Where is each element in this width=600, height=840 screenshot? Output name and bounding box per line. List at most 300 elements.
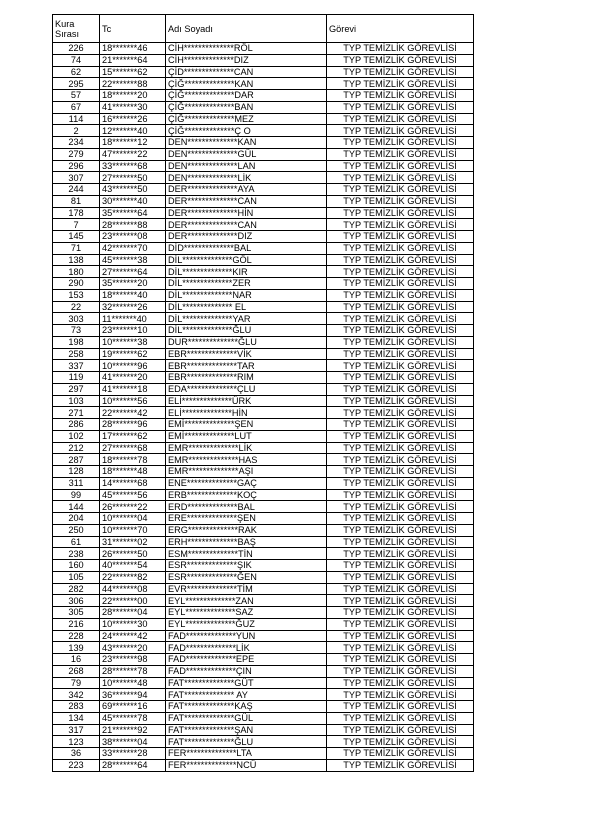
cell-tc: 10*******48 [100, 677, 166, 689]
cell-adi-soyadi: DER**************CAN [166, 219, 327, 231]
cell-adi-soyadi: FAT**************ŞAN [166, 724, 327, 736]
cell-gorevi: TYP TEMİZLİK GÖREVLİSİ [327, 137, 474, 149]
cell-tc: 40*******54 [100, 560, 166, 572]
table-row [53, 172, 474, 184]
cell-gorevi: TYP TEMİZLİK GÖREVLİSİ [327, 654, 474, 666]
table-row [53, 430, 474, 442]
cell-tc: 23*******10 [100, 325, 166, 337]
cell-gorevi: TYP TEMİZLİK GÖREVLİSİ [327, 160, 474, 172]
cell-gorevi: TYP TEMİZLİK GÖREVLİSİ [327, 289, 474, 301]
table-row [53, 336, 474, 348]
cell-tc: 22*******42 [100, 407, 166, 419]
cell-kura-sirasi: 306 [53, 595, 100, 607]
cell-adi-soyadi: ERG**************RAK [166, 524, 327, 536]
table-row [53, 395, 474, 407]
table-row [53, 560, 474, 572]
cell-adi-soyadi: EVR**************TİM [166, 583, 327, 595]
table-row [53, 372, 474, 384]
cell-adi-soyadi: DİL**************ZER [166, 278, 327, 290]
cell-tc: 27*******64 [100, 266, 166, 278]
table-row [53, 595, 474, 607]
cell-gorevi: TYP TEMİZLİK GÖREVLİSİ [327, 560, 474, 572]
cell-tc: 43*******20 [100, 642, 166, 654]
cell-tc: 22*******82 [100, 571, 166, 583]
cell-adi-soyadi: EMİ**************LUT [166, 430, 327, 442]
cell-gorevi: TYP TEMİZLİK GÖREVLİSİ [327, 548, 474, 560]
table-row [53, 454, 474, 466]
cell-gorevi: TYP TEMİZLİK GÖREVLİSİ [327, 618, 474, 630]
cell-tc: 28*******78 [100, 665, 166, 677]
table-row [53, 701, 474, 713]
cell-adi-soyadi: EBR**************TAR [166, 360, 327, 372]
cell-gorevi: TYP TEMİZLİK GÖREVLİSİ [327, 242, 474, 254]
cell-adi-soyadi: ÇİĞ**************DAR [166, 90, 327, 102]
cell-tc: 10*******04 [100, 513, 166, 525]
cell-kura-sirasi: 7 [53, 219, 100, 231]
cell-tc: 47*******22 [100, 148, 166, 160]
table-row [53, 184, 474, 196]
cell-adi-soyadi: DEN**************KAN [166, 137, 327, 149]
cell-gorevi: TYP TEMİZLİK GÖREVLİSİ [327, 607, 474, 619]
cell-kura-sirasi: 145 [53, 231, 100, 243]
table-row [53, 325, 474, 337]
table-row [53, 642, 474, 654]
cell-tc: 10*******56 [100, 395, 166, 407]
cell-adi-soyadi: DİL**************KIR [166, 266, 327, 278]
table-row [53, 360, 474, 372]
header-adi-soyadi: Adı Soyadı [166, 15, 327, 43]
cell-tc: 21*******92 [100, 724, 166, 736]
cell-tc: 35*******64 [100, 207, 166, 219]
cell-gorevi: TYP TEMİZLİK GÖREVLİSİ [327, 125, 474, 137]
cell-adi-soyadi: DİL**************ĞLU [166, 325, 327, 337]
table-row [53, 54, 474, 66]
cell-tc: 33*******68 [100, 160, 166, 172]
cell-kura-sirasi: 295 [53, 78, 100, 90]
cell-kura-sirasi: 99 [53, 489, 100, 501]
cell-adi-soyadi: FAD**************LİK [166, 642, 327, 654]
table-row [53, 125, 474, 137]
cell-tc: 18*******20 [100, 90, 166, 102]
cell-tc: 17*******62 [100, 430, 166, 442]
cell-gorevi: TYP TEMİZLİK GÖREVLİSİ [327, 113, 474, 125]
cell-adi-soyadi: DİD**************BAL [166, 242, 327, 254]
table-row [53, 90, 474, 102]
cell-adi-soyadi: FAD**************EPE [166, 654, 327, 666]
table-row [53, 536, 474, 548]
table-row [53, 254, 474, 266]
cell-gorevi: TYP TEMİZLİK GÖREVLİSİ [327, 301, 474, 313]
cell-tc: 22*******88 [100, 78, 166, 90]
cell-gorevi: TYP TEMİZLİK GÖREVLİSİ [327, 278, 474, 290]
cell-adi-soyadi: DER**************CAN [166, 195, 327, 207]
cell-tc: 24*******42 [100, 630, 166, 642]
cell-kura-sirasi: 61 [53, 536, 100, 548]
cell-gorevi: TYP TEMİZLİK GÖREVLİSİ [327, 689, 474, 701]
cell-gorevi: TYP TEMİZLİK GÖREVLİSİ [327, 665, 474, 677]
cell-gorevi: TYP TEMİZLİK GÖREVLİSİ [327, 489, 474, 501]
cell-gorevi: TYP TEMİZLİK GÖREVLİSİ [327, 254, 474, 266]
cell-adi-soyadi: DER**************HİN [166, 207, 327, 219]
cell-adi-soyadi: FAT************** AY [166, 689, 327, 701]
cell-adi-soyadi: FAD**************YUN [166, 630, 327, 642]
table-row [53, 513, 474, 525]
cell-tc: 10*******96 [100, 360, 166, 372]
cell-gorevi: TYP TEMİZLİK GÖREVLİSİ [327, 43, 474, 55]
cell-gorevi: TYP TEMİZLİK GÖREVLİSİ [327, 712, 474, 724]
cell-tc: 15*******62 [100, 66, 166, 78]
table-body [53, 43, 474, 772]
cell-adi-soyadi: ESR**************ĞEN [166, 571, 327, 583]
cell-gorevi: TYP TEMİZLİK GÖREVLİSİ [327, 325, 474, 337]
cell-tc: 19*******62 [100, 348, 166, 360]
cell-kura-sirasi: 317 [53, 724, 100, 736]
table-row [53, 313, 474, 325]
header-tc: Tc [100, 15, 166, 43]
table-row [53, 266, 474, 278]
cell-kura-sirasi: 123 [53, 736, 100, 748]
cell-kura-sirasi: 119 [53, 372, 100, 384]
cell-kura-sirasi: 71 [53, 242, 100, 254]
cell-kura-sirasi: 234 [53, 137, 100, 149]
table-row [53, 736, 474, 748]
table-row [53, 419, 474, 431]
cell-adi-soyadi: ELİ**************ÜRK [166, 395, 327, 407]
cell-gorevi: TYP TEMİZLİK GÖREVLİSİ [327, 90, 474, 102]
cell-kura-sirasi: 286 [53, 419, 100, 431]
cell-adi-soyadi: ÇİĞ**************BAN [166, 101, 327, 113]
cell-gorevi: TYP TEMİZLİK GÖREVLİSİ [327, 677, 474, 689]
cell-kura-sirasi: 258 [53, 348, 100, 360]
cell-gorevi: TYP TEMİZLİK GÖREVLİSİ [327, 207, 474, 219]
cell-tc: 38*******04 [100, 736, 166, 748]
cell-kura-sirasi: 303 [53, 313, 100, 325]
cell-kura-sirasi: 79 [53, 677, 100, 689]
table-row [53, 113, 474, 125]
cell-tc: 26*******50 [100, 548, 166, 560]
cell-tc: 41*******18 [100, 383, 166, 395]
cell-gorevi: TYP TEMİZLİK GÖREVLİSİ [327, 336, 474, 348]
table-row [53, 219, 474, 231]
cell-kura-sirasi: 250 [53, 524, 100, 536]
table-row [53, 160, 474, 172]
cell-tc: 45*******56 [100, 489, 166, 501]
cell-adi-soyadi: ERH**************BAŞ [166, 536, 327, 548]
cell-tc: 18*******46 [100, 43, 166, 55]
table-row [53, 677, 474, 689]
cell-kura-sirasi: 287 [53, 454, 100, 466]
cell-tc: 30*******40 [100, 195, 166, 207]
cell-kura-sirasi: 311 [53, 477, 100, 489]
cell-gorevi: TYP TEMİZLİK GÖREVLİSİ [327, 419, 474, 431]
cell-tc: 28*******96 [100, 419, 166, 431]
table-row [53, 442, 474, 454]
cell-tc: 28*******64 [100, 759, 166, 771]
cell-adi-soyadi: DER**************DIZ [166, 231, 327, 243]
cell-kura-sirasi: 139 [53, 642, 100, 654]
cell-adi-soyadi: DEN**************LAN [166, 160, 327, 172]
cell-tc: 33*******28 [100, 748, 166, 760]
cell-tc: 31*******02 [100, 536, 166, 548]
cell-kura-sirasi: 268 [53, 665, 100, 677]
table-row [53, 383, 474, 395]
cell-kura-sirasi: 307 [53, 172, 100, 184]
cell-kura-sirasi: 305 [53, 607, 100, 619]
cell-tc: 36*******94 [100, 689, 166, 701]
cell-gorevi: TYP TEMİZLİK GÖREVLİSİ [327, 748, 474, 760]
table-row [53, 607, 474, 619]
cell-kura-sirasi: 114 [53, 113, 100, 125]
cell-adi-soyadi: FAD**************ÇIN [166, 665, 327, 677]
table-row [53, 759, 474, 771]
cell-adi-soyadi: FAT**************KAŞ [166, 701, 327, 713]
cell-tc: 44*******08 [100, 583, 166, 595]
cell-kura-sirasi: 57 [53, 90, 100, 102]
document-page [52, 14, 473, 772]
cell-gorevi: TYP TEMİZLİK GÖREVLİSİ [327, 466, 474, 478]
cell-gorevi: TYP TEMİZLİK GÖREVLİSİ [327, 172, 474, 184]
cell-tc: 18*******78 [100, 454, 166, 466]
cell-adi-soyadi: EYL**************ĞUZ [166, 618, 327, 630]
table-row [53, 665, 474, 677]
cell-adi-soyadi: ENE**************GAÇ [166, 477, 327, 489]
cell-kura-sirasi: 282 [53, 583, 100, 595]
cell-gorevi: TYP TEMİZLİK GÖREVLİSİ [327, 266, 474, 278]
cell-tc: 45*******38 [100, 254, 166, 266]
cell-kura-sirasi: 144 [53, 501, 100, 513]
cell-gorevi: TYP TEMİZLİK GÖREVLİSİ [327, 231, 474, 243]
cell-gorevi: TYP TEMİZLİK GÖREVLİSİ [327, 383, 474, 395]
cell-tc: 14*******68 [100, 477, 166, 489]
cell-gorevi: TYP TEMİZLİK GÖREVLİSİ [327, 66, 474, 78]
table-row [53, 289, 474, 301]
table-row [53, 477, 474, 489]
cell-kura-sirasi: 238 [53, 548, 100, 560]
cell-gorevi: TYP TEMİZLİK GÖREVLİSİ [327, 372, 474, 384]
cell-tc: 11*******40 [100, 313, 166, 325]
cell-kura-sirasi: 74 [53, 54, 100, 66]
table-row [53, 301, 474, 313]
cell-tc: 23*******98 [100, 654, 166, 666]
cell-kura-sirasi: 204 [53, 513, 100, 525]
table-row [53, 78, 474, 90]
cell-adi-soyadi: CİH**************DIZ [166, 54, 327, 66]
table-row [53, 101, 474, 113]
cell-adi-soyadi: DEN**************GÜL [166, 148, 327, 160]
cell-adi-soyadi: ESR**************ŞIK [166, 560, 327, 572]
cell-gorevi: TYP TEMİZLİK GÖREVLİSİ [327, 536, 474, 548]
table-row [53, 524, 474, 536]
cell-adi-soyadi: EBR**************RIM [166, 372, 327, 384]
cell-kura-sirasi: 134 [53, 712, 100, 724]
cell-kura-sirasi: 271 [53, 407, 100, 419]
cell-kura-sirasi: 244 [53, 184, 100, 196]
cell-adi-soyadi: FAT**************GÜL [166, 712, 327, 724]
table-row [53, 489, 474, 501]
cell-adi-soyadi: ÇİD**************CAN [166, 66, 327, 78]
cell-kura-sirasi: 62 [53, 66, 100, 78]
cell-adi-soyadi: CİH**************RÖL [166, 43, 327, 55]
cell-tc: 23*******08 [100, 231, 166, 243]
cell-gorevi: TYP TEMİZLİK GÖREVLİSİ [327, 54, 474, 66]
cell-kura-sirasi: 228 [53, 630, 100, 642]
cell-gorevi: TYP TEMİZLİK GÖREVLİSİ [327, 442, 474, 454]
cell-adi-soyadi: FER**************LTA [166, 748, 327, 760]
table-row [53, 348, 474, 360]
cell-adi-soyadi: EMR**************AŞI [166, 466, 327, 478]
cell-adi-soyadi: ERB**************KOÇ [166, 489, 327, 501]
cell-gorevi: TYP TEMİZLİK GÖREVLİSİ [327, 583, 474, 595]
cell-adi-soyadi: DİL**************NAR [166, 289, 327, 301]
cell-kura-sirasi: 279 [53, 148, 100, 160]
cell-kura-sirasi: 128 [53, 466, 100, 478]
table-row [53, 689, 474, 701]
cell-gorevi: TYP TEMİZLİK GÖREVLİSİ [327, 630, 474, 642]
cell-gorevi: TYP TEMİZLİK GÖREVLİSİ [327, 219, 474, 231]
cell-gorevi: TYP TEMİZLİK GÖREVLİSİ [327, 642, 474, 654]
cell-kura-sirasi: 160 [53, 560, 100, 572]
cell-gorevi: TYP TEMİZLİK GÖREVLİSİ [327, 313, 474, 325]
table-row [53, 137, 474, 149]
table-row [53, 654, 474, 666]
table-row [53, 583, 474, 595]
cell-kura-sirasi: 2 [53, 125, 100, 137]
cell-tc: 42*******70 [100, 242, 166, 254]
cell-tc: 10*******38 [100, 336, 166, 348]
cell-adi-soyadi: DİL************** EL [166, 301, 327, 313]
cell-gorevi: TYP TEMİZLİK GÖREVLİSİ [327, 195, 474, 207]
cell-tc: 22*******00 [100, 595, 166, 607]
cell-kura-sirasi: 198 [53, 336, 100, 348]
cell-gorevi: TYP TEMİZLİK GÖREVLİSİ [327, 571, 474, 583]
cell-gorevi: TYP TEMİZLİK GÖREVLİSİ [327, 759, 474, 771]
cell-kura-sirasi: 105 [53, 571, 100, 583]
cell-gorevi: TYP TEMİZLİK GÖREVLİSİ [327, 513, 474, 525]
table-row [53, 43, 474, 55]
table-row [53, 207, 474, 219]
cell-tc: 26*******22 [100, 501, 166, 513]
table-row [53, 501, 474, 513]
cell-adi-soyadi: ERD**************BAL [166, 501, 327, 513]
cell-kura-sirasi: 103 [53, 395, 100, 407]
cell-adi-soyadi: ELİ**************HİN [166, 407, 327, 419]
cell-adi-soyadi: ÇİĞ**************MEZ [166, 113, 327, 125]
table-row [53, 548, 474, 560]
table-row [53, 148, 474, 160]
cell-tc: 43*******50 [100, 184, 166, 196]
table-row [53, 242, 474, 254]
cell-tc: 45*******78 [100, 712, 166, 724]
cell-gorevi: TYP TEMİZLİK GÖREVLİSİ [327, 148, 474, 160]
cell-adi-soyadi: ÇİĞ**************KAN [166, 78, 327, 90]
cell-kura-sirasi: 283 [53, 701, 100, 713]
cell-kura-sirasi: 138 [53, 254, 100, 266]
table-row [53, 278, 474, 290]
cell-adi-soyadi: EMR**************LİK [166, 442, 327, 454]
table-row [53, 407, 474, 419]
cell-gorevi: TYP TEMİZLİK GÖREVLİSİ [327, 184, 474, 196]
draw-results-table [52, 14, 474, 772]
cell-tc: 18*******12 [100, 137, 166, 149]
cell-kura-sirasi: 342 [53, 689, 100, 701]
cell-tc: 27*******50 [100, 172, 166, 184]
cell-kura-sirasi: 223 [53, 759, 100, 771]
cell-kura-sirasi: 290 [53, 278, 100, 290]
cell-tc: 21*******64 [100, 54, 166, 66]
table-row [53, 571, 474, 583]
cell-gorevi: TYP TEMİZLİK GÖREVLİSİ [327, 724, 474, 736]
cell-kura-sirasi: 212 [53, 442, 100, 454]
cell-tc: 41*******30 [100, 101, 166, 113]
cell-adi-soyadi: EMİ**************ŞEN [166, 419, 327, 431]
cell-adi-soyadi: DİL**************GÖL [166, 254, 327, 266]
cell-kura-sirasi: 36 [53, 748, 100, 760]
cell-tc: 32*******26 [100, 301, 166, 313]
cell-adi-soyadi: EMR**************HAS [166, 454, 327, 466]
cell-adi-soyadi: ESM**************TİN [166, 548, 327, 560]
table-header-row [53, 15, 474, 43]
cell-gorevi: TYP TEMİZLİK GÖREVLİSİ [327, 348, 474, 360]
cell-tc: 69*******16 [100, 701, 166, 713]
cell-adi-soyadi: ÇİĞ**************Ç O [166, 125, 327, 137]
cell-kura-sirasi: 67 [53, 101, 100, 113]
cell-kura-sirasi: 153 [53, 289, 100, 301]
cell-tc: 12*******40 [100, 125, 166, 137]
table-row [53, 630, 474, 642]
cell-kura-sirasi: 102 [53, 430, 100, 442]
cell-tc: 18*******48 [100, 466, 166, 478]
cell-tc: 18*******40 [100, 289, 166, 301]
cell-gorevi: TYP TEMİZLİK GÖREVLİSİ [327, 454, 474, 466]
cell-kura-sirasi: 337 [53, 360, 100, 372]
cell-tc: 28*******88 [100, 219, 166, 231]
table-row [53, 195, 474, 207]
cell-adi-soyadi: EYL**************ZAN [166, 595, 327, 607]
cell-tc: 28*******04 [100, 607, 166, 619]
cell-adi-soyadi: DEN**************LİK [166, 172, 327, 184]
cell-kura-sirasi: 216 [53, 618, 100, 630]
cell-gorevi: TYP TEMİZLİK GÖREVLİSİ [327, 78, 474, 90]
table-row [53, 618, 474, 630]
table-row [53, 748, 474, 760]
cell-kura-sirasi: 226 [53, 43, 100, 55]
cell-tc: 35*******20 [100, 278, 166, 290]
cell-tc: 16*******26 [100, 113, 166, 125]
cell-tc: 41*******20 [100, 372, 166, 384]
cell-adi-soyadi: DUR**************ĞLU [166, 336, 327, 348]
cell-kura-sirasi: 180 [53, 266, 100, 278]
table-row [53, 712, 474, 724]
cell-gorevi: TYP TEMİZLİK GÖREVLİSİ [327, 501, 474, 513]
cell-gorevi: TYP TEMİZLİK GÖREVLİSİ [327, 407, 474, 419]
cell-gorevi: TYP TEMİZLİK GÖREVLİSİ [327, 477, 474, 489]
cell-adi-soyadi: FAT**************ĞLU [166, 736, 327, 748]
cell-kura-sirasi: 297 [53, 383, 100, 395]
cell-tc: 10*******70 [100, 524, 166, 536]
cell-adi-soyadi: DİL**************YAR [166, 313, 327, 325]
cell-kura-sirasi: 16 [53, 654, 100, 666]
header-kura-sirasi: Kura Sırası [53, 15, 100, 43]
header-gorevi: Görevi [327, 15, 474, 43]
cell-kura-sirasi: 178 [53, 207, 100, 219]
cell-gorevi: TYP TEMİZLİK GÖREVLİSİ [327, 595, 474, 607]
table-row [53, 231, 474, 243]
cell-gorevi: TYP TEMİZLİK GÖREVLİSİ [327, 360, 474, 372]
cell-gorevi: TYP TEMİZLİK GÖREVLİSİ [327, 395, 474, 407]
cell-kura-sirasi: 81 [53, 195, 100, 207]
cell-adi-soyadi: ERE**************ŞEN [166, 513, 327, 525]
cell-gorevi: TYP TEMİZLİK GÖREVLİSİ [327, 701, 474, 713]
